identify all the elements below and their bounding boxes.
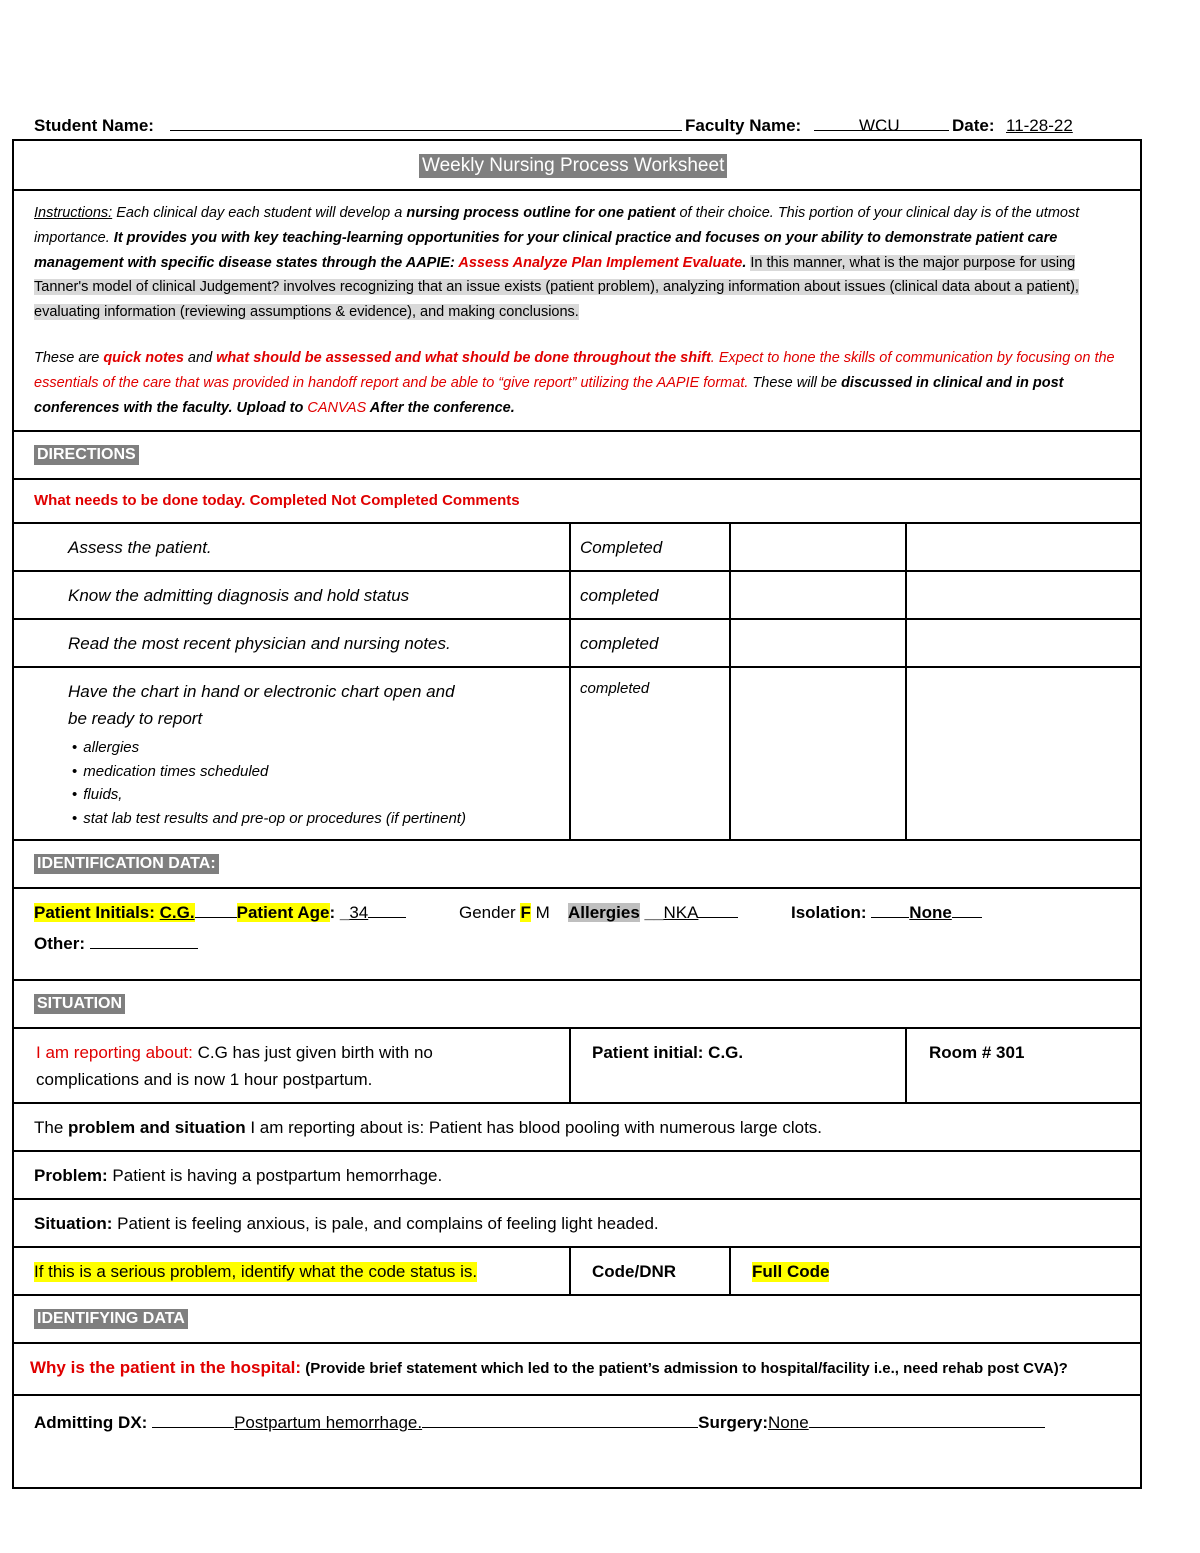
- task-comments-cell[interactable]: [905, 572, 1140, 618]
- room-cell: [905, 1029, 1140, 1102]
- task-status: Completed: [580, 538, 663, 557]
- allergies-field: Allergies __NKA: [568, 903, 738, 923]
- room-number: Room # 301: [929, 1043, 1025, 1062]
- patient-initials-field: Patient Initials: C.G. Patient Age: _34: [34, 903, 406, 923]
- why-row: [14, 1344, 1140, 1396]
- admitting-dx-field: Admitting DX: Postpartum hemorrhage. Surgery:None: [34, 1413, 1045, 1433]
- admitting-row: [14, 1396, 1140, 1487]
- gender-field: Gender F M: [459, 903, 550, 922]
- task-status-cell: [569, 620, 729, 666]
- identification-row: [14, 889, 1140, 981]
- why-text: Why is the patient in the hospital: (Provide brief statement which led to the patient’s admission to hospital/facility i.e., need rehab post CVA)?: [30, 1358, 1068, 1377]
- identification-label-row: [14, 841, 1140, 889]
- code-value-cell: [729, 1248, 1140, 1294]
- task-label: Assess the patient.: [68, 538, 212, 557]
- task-status-cell: [569, 524, 729, 570]
- code-status-row: [14, 1248, 1140, 1296]
- other-field: Other:: [34, 934, 198, 954]
- problem-situation-row: [14, 1104, 1140, 1152]
- directions-row: [14, 432, 1140, 480]
- task-label-line1: Have the chart in hand or electronic chart open and: [68, 682, 455, 701]
- date-value: 11-28-22: [1006, 116, 1073, 135]
- task-comments-cell[interactable]: [905, 524, 1140, 570]
- task-extra-cell[interactable]: [729, 524, 905, 570]
- header-line: [34, 116, 1134, 138]
- situation-label-row: [14, 981, 1140, 1029]
- reporting-row: [14, 1029, 1140, 1104]
- bullet-item: • medication times scheduled: [72, 760, 466, 784]
- faculty-name-label: Faculty Name:: [685, 116, 802, 135]
- task-comments-cell[interactable]: [905, 668, 1140, 839]
- situation-text: Situation: Patient is feeling anxious, is pale, and complains of feeling light headed.: [34, 1214, 659, 1233]
- reporting-line1: I am reporting about: C.G has just given birth with no: [36, 1043, 433, 1062]
- task-comments-cell[interactable]: [905, 620, 1140, 666]
- task-label: Read the most recent physician and nursing notes.: [68, 634, 451, 653]
- task-status-cell: [569, 572, 729, 618]
- faculty-name-value: WCU: [859, 116, 900, 135]
- task-extra-cell[interactable]: [729, 620, 905, 666]
- worksheet-table: [12, 139, 1142, 1489]
- report-bullet-list: [72, 736, 466, 830]
- identifying-label-row: [14, 1296, 1140, 1344]
- task-row: [14, 572, 1140, 620]
- task-row: [14, 620, 1140, 668]
- directions-subhead-row: [14, 480, 1140, 524]
- worksheet-title: Weekly Nursing Process Worksheet: [419, 154, 727, 178]
- problem-row: [14, 1152, 1140, 1200]
- student-name-label: Student Name:: [34, 116, 154, 135]
- task-label-line2: be ready to report: [68, 709, 203, 728]
- problem-situation-text: The problem and situation I am reporting about is: Patient has blood pooling with numerous large clots.: [34, 1118, 823, 1137]
- task-status: completed: [580, 680, 650, 697]
- directions-label: DIRECTIONS: [34, 445, 139, 465]
- code-label-cell: [569, 1248, 729, 1294]
- code-value: Full Code: [752, 1262, 830, 1281]
- identification-label: IDENTIFICATION DATA:: [34, 854, 219, 874]
- task-extra-cell[interactable]: [729, 668, 905, 839]
- task-label: Know the admitting diagnosis and hold status: [68, 586, 410, 605]
- patient-initial: Patient initial: C.G.: [592, 1043, 744, 1062]
- task-extra-cell[interactable]: [729, 572, 905, 618]
- code-label: Code/DNR: [592, 1262, 677, 1281]
- code-question: If this is a serious problem, identify what the code status is.: [34, 1262, 478, 1281]
- title-row: [14, 141, 1140, 191]
- directions-subhead: What needs to be done today. Completed Not Completed Comments: [34, 492, 520, 509]
- situation-row: [14, 1200, 1140, 1248]
- bullet-item: • fluids,: [72, 783, 466, 807]
- task-status: completed: [580, 586, 659, 605]
- bullet-item: • stat lab test results and pre-op or procedures (if pertinent): [72, 807, 466, 831]
- patient-initial-cell: [569, 1029, 905, 1102]
- situation-label: SITUATION: [34, 994, 125, 1014]
- task-row-chart: [14, 668, 1140, 841]
- bullet-item: • allergies: [72, 736, 466, 760]
- date-label: Date:: [952, 116, 995, 135]
- problem-text: Problem: Patient is having a postpartum hemorrhage.: [34, 1166, 443, 1185]
- reporting-line2: complications and is now 1 hour postpartum.: [36, 1070, 373, 1089]
- identifying-label: IDENTIFYING DATA: [34, 1309, 188, 1329]
- instructions-text: Instructions: Each clinical day each student will develop a nursing process outline for one patient of their choice. This portion of your clinical day is of the utmost importance. It provides you with key teaching-learning opportunities for your clinical practice and focuses on your ability to demonstrate patient care management with specific disease states through the AAPIE: Assess Analyze Plan Implement Evaluate. In this manner, what is the major purpose for using Tanner's model of clinical Judgement? involves recognizing that an issue exists (patient problem), analyzing information about issues (clinical data about a patient), evaluating information (reviewing assumptions & evidence), and making conclusions. These are quick notes and what should be assessed and what should be done throughout the shift. Expect to hone the skills of communication by focusing on the essentials of the care that was provided in handoff report and be able to “give report” utilizing the AAPIE format. These will be discussed in clinical and in post conferences with the faculty. Upload to CANVAS After the conference.: [34, 205, 1115, 416]
- isolation-field: Isolation: None: [791, 903, 982, 923]
- task-status-cell: [569, 668, 729, 839]
- task-status: completed: [580, 634, 659, 653]
- instructions-row: [14, 191, 1140, 432]
- task-row: [14, 524, 1140, 572]
